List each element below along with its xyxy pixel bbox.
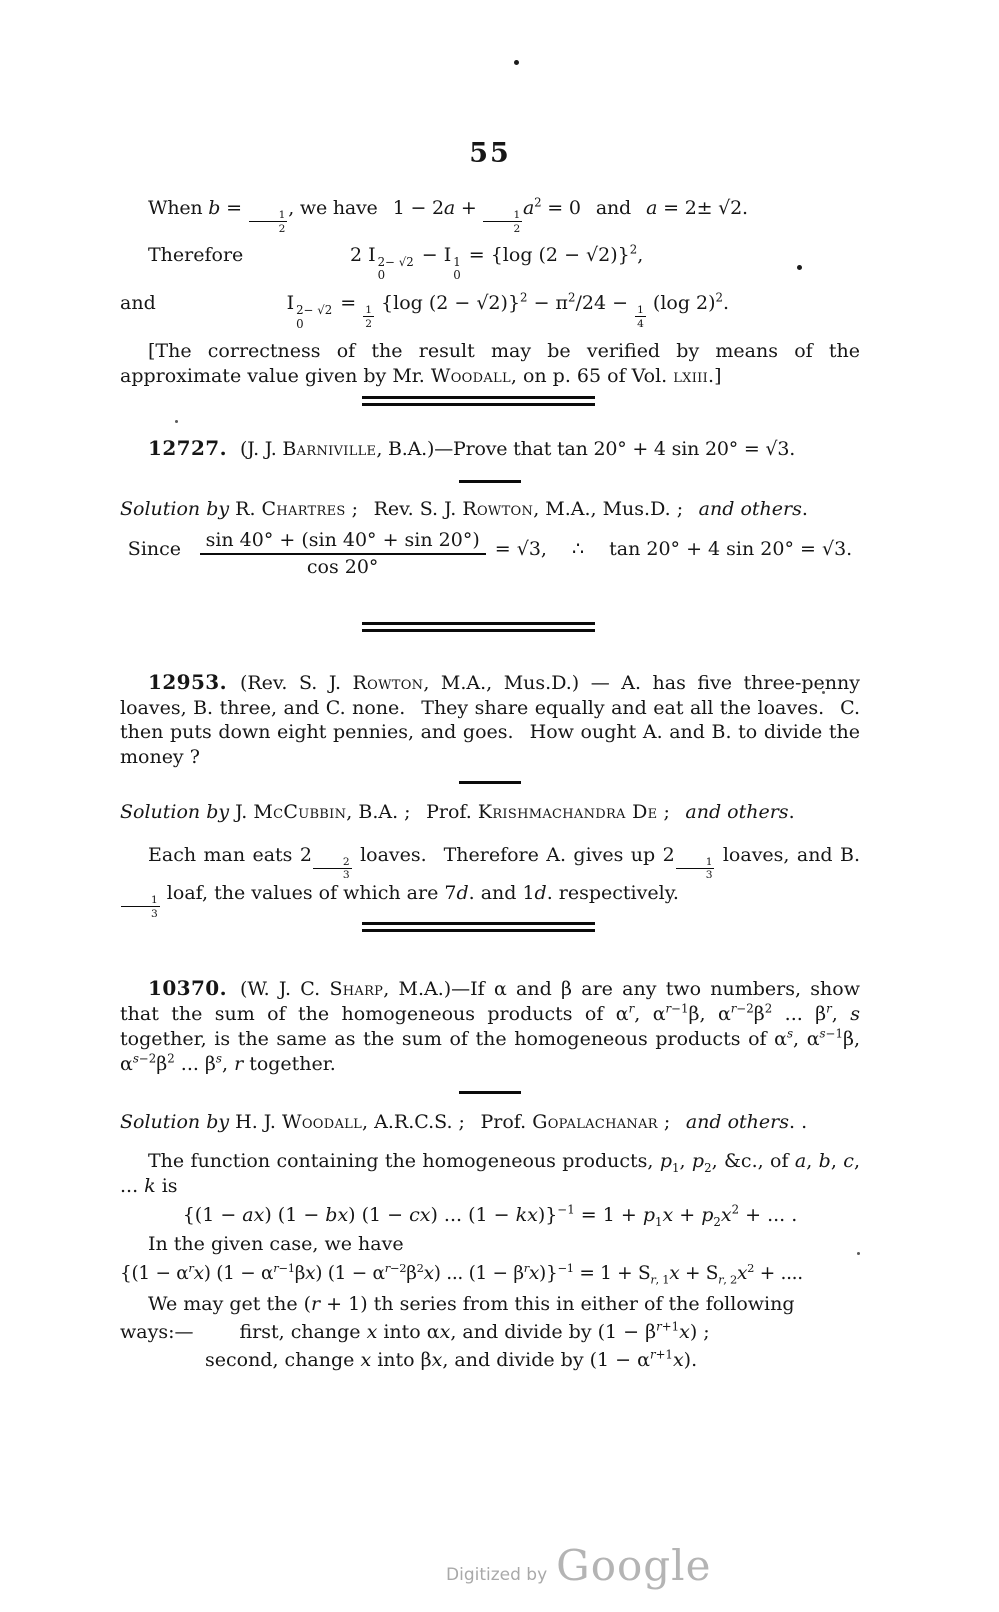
solution-paragraph: In the given case, we have: [148, 1233, 404, 1255]
question-number: 12727.: [148, 436, 227, 460]
question-statement: (J. J. Barniville, B.A.)—Prove that tan 20° + 4 sin 20° = √3.: [239, 438, 796, 460]
solution-attribution: Solution by R. Chartres ; Rev. S. J. Rowton, M.A., Mus.D. ; and others.: [120, 497, 808, 520]
question-number: 12953.: [148, 670, 227, 694]
solution-attribution: Solution by H. J. Woodall, A.R.C.S. ; Prof. Gopalachanar ; and others. .: [120, 1111, 808, 1133]
solution-paragraph: The function containing the homogeneous products, $p_1$, $p_2$, &c., of a, b, c, ... k is: [120, 1150, 860, 1197]
section-divider: [362, 622, 595, 632]
equation-1: {(1 − ax) (1 − bx) (1 − cx) ... $(1 - kx)\}^{-1} = 1 + p_1x + p_2x^2$ + ... .: [182, 1202, 798, 1229]
therefore-label: Therefore: [148, 243, 244, 266]
section-divider: [362, 396, 595, 406]
google-logo: Google: [556, 1541, 712, 1590]
solution-attribution: Solution by J. McCubbin, B.A. ; Prof. Krishmachandra De ; and others.: [120, 801, 795, 823]
question-12727: [120, 436, 860, 579]
page-number: 55: [469, 138, 511, 169]
question-statement: 10370. (W. J. C. Sharp, M.A.)—If α and β are any two numbers, show that the sum of the homogeneous products of $\alpha^r$, $\alpha^{r-1}\beta$, $\alpha^{r-2}\beta^2$ ... $\beta^r$, s together, is the same as the sum of the homogeneous products of $\alpha^s$, $\alpha^{s-1}\beta$, $\alpha^{s-2}\beta^2$ ... $\beta^s$, r together.: [120, 976, 860, 1075]
therefore-line: [120, 243, 860, 283]
digitized-by-label: Digitized by: [446, 1565, 548, 1585]
and-label: and: [120, 291, 156, 314]
ink-speck: [175, 420, 178, 423]
section-divider: [362, 922, 595, 932]
solution-body: Each man eats 2 $\frac{2}{3}$ loaves. Therefore A. gives up 2 $\frac{1}{3}$ loaves, and B. $\frac{1}{3}$ loaf, the values of which are 7d. and 1d. respectively.: [120, 843, 860, 920]
ways-label: ways:—: [120, 1321, 194, 1343]
statement-divider: [459, 1091, 521, 1094]
therefore-equation: 2 I 2− √2 0 − I 1 0 = {log (2 − √2)}$^2$,: [349, 242, 644, 283]
second-way: second, change x into βx, and divide by $(1 - \alpha^{r+1}x)$.: [205, 1347, 698, 1371]
question-10370: [120, 976, 860, 1373]
and-line: [120, 291, 860, 331]
equation-2: {$(1 - \alpha^rx)$ $(1 - \alpha^{r-1}\beta x)$ $(1 - \alpha^{r-2}\beta^2x)$ ... $(1 - \beta^rx)\}^{-1} = 1 + S_{r, 1}x + S_{r, 2}x^2$ + ....: [120, 1260, 803, 1287]
ink-speck: [514, 60, 519, 65]
question-statement: 12953. (Rev. S. J. Rowton, M.A., Mus.D.) — A. has five three-penny loaves, B. three, and C. none. They share equally and eat all the loaves. C. then puts down eight pennies, and goes. How ought A. and B. to divide the money ?: [120, 670, 860, 768]
editorial-note: [The correctness of the result may be verified by means of the approximate value given by Mr. Woodall, on p. 65 of Vol. lxiii.]: [120, 340, 860, 388]
prelude-line: When b = $\frac{1}{2}$ , we have 1 − 2a + $\frac{1}{2}$ $a^2 = 0$ and a = 2± √2.: [148, 195, 748, 235]
solution-paragraph: We may get the (r + 1) th series from this in either of the following: [148, 1293, 795, 1315]
statement-divider: [459, 781, 521, 784]
question-12953: [120, 670, 860, 920]
question-heading: [120, 436, 860, 462]
statement-divider: [459, 480, 521, 483]
first-way: first, change x into αx, and divide by $(1 - \beta^{r+1}x)$ ;: [239, 1319, 710, 1343]
and-equation: I 2− √2 0 = $\frac{1}{2}$ {log $(2 - √2)\}^2 - \pi^2/24$ − $\frac{1}{4}$ (log 2)$^2$.: [286, 290, 730, 331]
previous-solution-tail: [120, 196, 860, 389]
ways-line: [120, 1320, 860, 1345]
since-equation: Since $\frac{\sin 40^\circ + (\sin 40^\circ + \sin 20^\circ)}{\cos 20^\circ}$ = √3, ∴ tan 20° + 4 sin 20° = √3.: [127, 529, 853, 578]
google-watermark: [446, 1541, 711, 1590]
question-number: 10370.: [148, 976, 227, 1000]
